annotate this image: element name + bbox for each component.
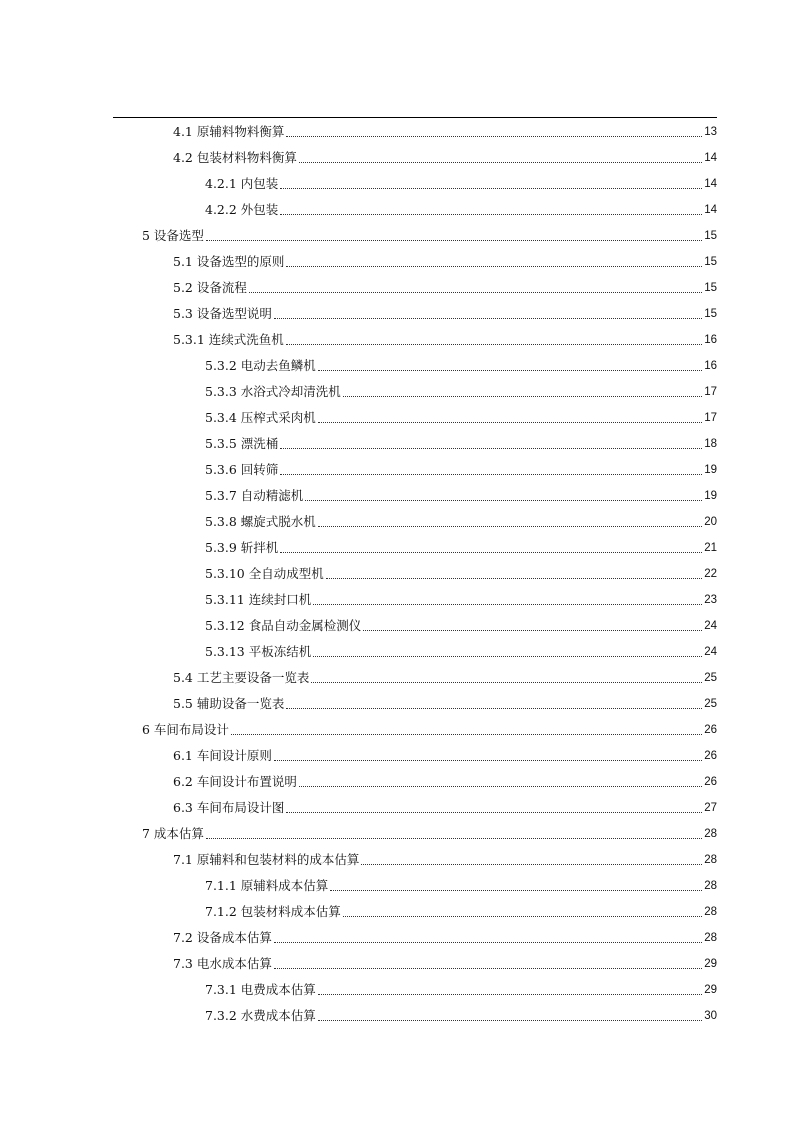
toc-entry-title: 7.2 设备成本估算 <box>173 930 272 945</box>
toc-dot-leader <box>206 240 702 241</box>
toc-entry-title: 5.3.5 漂洗桶 <box>205 436 279 451</box>
toc-dot-leader <box>274 318 702 319</box>
toc-entry-title: 4.2 包装材料物料衡算 <box>173 150 297 165</box>
toc-entry-page-number: 28 <box>704 906 717 918</box>
toc-dot-leader <box>343 916 702 917</box>
toc-entry-page-number: 30 <box>704 1010 717 1022</box>
toc-dot-leader <box>280 214 702 215</box>
toc-entry-title: 4.2.2 外包装 <box>205 202 279 217</box>
toc-entry-page-number: 16 <box>704 334 717 346</box>
toc-entry-page-number: 25 <box>704 698 717 710</box>
toc-dot-leader <box>286 344 702 345</box>
toc-entry-title: 6.1 车间设计原则 <box>173 748 272 763</box>
toc-dot-leader <box>305 500 702 501</box>
toc-entry-title: 5.3.11 连续封口机 <box>205 592 312 607</box>
toc-entry-title: 7 成本估算 <box>142 826 204 841</box>
toc-dot-leader <box>280 474 702 475</box>
toc-entry-title: 7.1 原辅料和包装材料的成本估算 <box>173 852 360 867</box>
toc-entry-page-number: 26 <box>704 750 717 762</box>
toc-dot-leader <box>318 526 702 527</box>
toc-dot-leader <box>231 734 702 735</box>
toc-dot-leader <box>311 682 702 683</box>
toc-entry-title: 5.3.10 全自动成型机 <box>205 566 324 581</box>
toc-entry[interactable] <box>205 640 717 660</box>
toc-entry[interactable] <box>173 666 717 686</box>
toc-entry[interactable] <box>142 822 717 842</box>
toc-entry-page-number: 14 <box>704 178 717 190</box>
toc-entry-title: 5.2 设备流程 <box>173 280 247 295</box>
toc-dot-leader <box>280 188 702 189</box>
toc-entry-title: 5.5 辅助设备一览表 <box>173 696 285 711</box>
toc-entry-title: 4.1 原辅料物料衡算 <box>173 124 285 139</box>
toc-entry-title: 5.1 设备选型的原则 <box>173 254 285 269</box>
toc-entry-page-number: 16 <box>704 360 717 372</box>
toc-entry[interactable] <box>173 120 717 140</box>
toc-entry-page-number: 19 <box>704 490 717 502</box>
toc-entry[interactable] <box>173 926 717 946</box>
toc-entry-title: 7.3.2 水费成本估算 <box>205 1008 316 1023</box>
toc-dot-leader <box>286 708 702 709</box>
toc-entry[interactable] <box>205 588 717 608</box>
toc-entry-page-number: 14 <box>704 152 717 164</box>
toc-entry[interactable] <box>205 614 717 634</box>
toc-entry[interactable] <box>173 250 717 270</box>
toc-dot-leader <box>318 370 702 371</box>
toc-entry-page-number: 26 <box>704 776 717 788</box>
toc-entry-page-number: 19 <box>704 464 717 476</box>
toc-dot-leader <box>318 422 702 423</box>
toc-entry-page-number: 28 <box>704 932 717 944</box>
toc-entry[interactable] <box>205 562 717 582</box>
toc-entry-page-number: 26 <box>704 724 717 736</box>
toc-entry[interactable] <box>205 1004 717 1024</box>
toc-dot-leader <box>286 812 702 813</box>
toc-entry[interactable] <box>205 536 717 556</box>
toc-entry-page-number: 13 <box>704 126 717 138</box>
toc-entry-title: 5.3.12 食品自动金属检测仪 <box>205 618 362 633</box>
toc-entry[interactable] <box>205 458 717 478</box>
toc-entry-page-number: 20 <box>704 516 717 528</box>
toc-entry-title: 6.3 车间布局设计图 <box>173 800 285 815</box>
toc-entry-title: 5.3.6 回转筛 <box>205 462 279 477</box>
toc-entry[interactable] <box>205 900 717 920</box>
toc-dot-leader <box>313 656 702 657</box>
toc-dot-leader <box>249 292 702 293</box>
toc-entry-page-number: 21 <box>704 542 717 554</box>
toc-entry-page-number: 24 <box>704 646 717 658</box>
toc-entry-page-number: 28 <box>704 880 717 892</box>
toc-dot-leader <box>299 786 702 787</box>
toc-entry[interactable] <box>173 952 717 972</box>
toc-entry[interactable] <box>142 718 717 738</box>
toc-entry[interactable] <box>205 978 717 998</box>
toc-dot-leader <box>330 890 702 891</box>
toc-entry-title: 5.3.9 斩拌机 <box>205 540 279 555</box>
toc-entry-page-number: 15 <box>704 308 717 320</box>
toc-entry[interactable] <box>142 224 717 244</box>
toc-entry-page-number: 18 <box>704 438 717 450</box>
toc-entry[interactable] <box>173 770 717 790</box>
toc-entry[interactable] <box>205 198 717 218</box>
toc-entry-title: 5.3 设备选型说明 <box>173 306 272 321</box>
toc-dot-leader <box>274 942 702 943</box>
toc-entry-page-number: 24 <box>704 620 717 632</box>
toc-entry-title: 4.2.1 内包装 <box>205 176 279 191</box>
toc-entry[interactable] <box>173 796 717 816</box>
toc-dot-leader <box>318 1020 702 1021</box>
toc-entry-title: 5.3.13 平板冻结机 <box>205 644 312 659</box>
toc-entry[interactable] <box>173 302 717 322</box>
toc-entry-page-number: 23 <box>704 594 717 606</box>
toc-entry-page-number: 25 <box>704 672 717 684</box>
toc-entry-title: 5.3.1 连续式洗鱼机 <box>173 332 284 347</box>
toc-entry[interactable] <box>205 354 717 374</box>
toc-entry-page-number: 17 <box>704 412 717 424</box>
toc-dot-leader <box>313 604 702 605</box>
toc-entry-page-number: 15 <box>704 230 717 242</box>
header-rule <box>113 117 717 118</box>
toc-entry[interactable] <box>205 406 717 426</box>
toc-entry-title: 7.3.1 电费成本估算 <box>205 982 316 997</box>
toc-entry-title: 5.3.4 压榨式采肉机 <box>205 410 316 425</box>
toc-entry[interactable] <box>205 172 717 192</box>
toc-entry[interactable] <box>173 848 717 868</box>
toc-entry[interactable] <box>173 692 717 712</box>
toc-entry[interactable] <box>173 276 717 296</box>
toc-dot-leader <box>299 162 702 163</box>
toc-dot-leader <box>361 864 702 865</box>
toc-entry[interactable] <box>205 484 717 504</box>
toc-entry[interactable] <box>205 432 717 452</box>
toc-entry[interactable] <box>205 510 717 530</box>
toc-entry[interactable] <box>205 380 717 400</box>
toc-dot-leader <box>280 448 702 449</box>
toc-entry-page-number: 15 <box>704 282 717 294</box>
toc-dot-leader <box>286 266 702 267</box>
toc-entry-title: 5.3.8 螺旋式脱水机 <box>205 514 316 529</box>
toc-entry-page-number: 15 <box>704 256 717 268</box>
toc-entry-title: 7.3 电水成本估算 <box>173 956 272 971</box>
toc-entry-title: 7.1.1 原辅料成本估算 <box>205 878 329 893</box>
toc-entry-page-number: 14 <box>704 204 717 216</box>
toc-dot-leader <box>274 760 702 761</box>
toc-dot-leader <box>326 578 702 579</box>
toc-dot-leader <box>280 552 702 553</box>
toc-dot-leader <box>363 630 702 631</box>
toc-entry-title: 5.4 工艺主要设备一览表 <box>173 670 310 685</box>
toc-entry-page-number: 28 <box>704 828 717 840</box>
toc-entry[interactable] <box>173 146 717 166</box>
toc-dot-leader <box>206 838 702 839</box>
toc-dot-leader <box>343 396 702 397</box>
toc-entry-title: 5 设备选型 <box>142 228 204 243</box>
toc-entry[interactable] <box>173 328 717 348</box>
toc-entry[interactable] <box>173 744 717 764</box>
toc-entry-page-number: 29 <box>704 958 717 970</box>
toc-entry[interactable] <box>205 874 717 894</box>
toc-entry-title: 6 车间布局设计 <box>142 722 229 737</box>
toc-dot-leader <box>318 994 702 995</box>
toc-entry-page-number: 22 <box>704 568 717 580</box>
toc-entry-title: 5.3.2 电动去鱼鳞机 <box>205 358 316 373</box>
toc-entry-title: 5.3.7 自动精滤机 <box>205 488 304 503</box>
toc-entry-page-number: 27 <box>704 802 717 814</box>
toc-dot-leader <box>286 136 702 137</box>
toc-entry-title: 6.2 车间设计布置说明 <box>173 774 297 789</box>
toc-entry-title: 7.1.2 包装材料成本估算 <box>205 904 341 919</box>
toc-entry-page-number: 17 <box>704 386 717 398</box>
toc-dot-leader <box>274 968 702 969</box>
toc-entry-page-number: 29 <box>704 984 717 996</box>
toc-entry-title: 5.3.3 水浴式冷却清洗机 <box>205 384 341 399</box>
toc-entry-page-number: 28 <box>704 854 717 866</box>
